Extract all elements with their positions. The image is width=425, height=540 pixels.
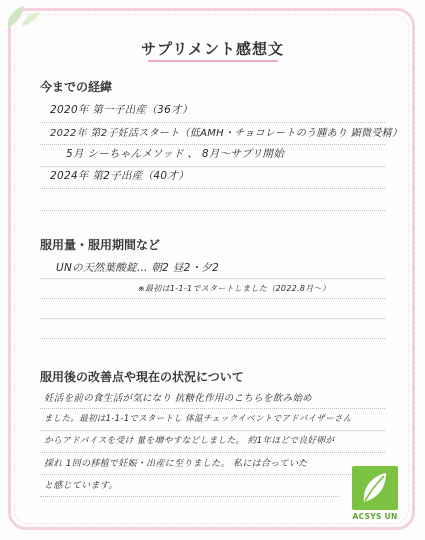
history-line-2: 2022年 第2子妊活スタート（低AMH・チョコレートのう腫あり 顕微受精） <box>50 128 403 139</box>
results-line-1: 妊活を前の食生活が気になり 抗糖化作用のこちらを飲み始め <box>44 393 312 404</box>
section-history-label: 今までの経緯 <box>40 80 113 94</box>
ruled-line <box>40 188 385 189</box>
dosage-line-1: UNの天然葉酸錠… 朝2 昼2・夕2 <box>56 262 220 274</box>
ruled-line <box>40 144 385 145</box>
ruled-line <box>40 452 385 453</box>
history-line-1: 2020年 第一子出産（36才） <box>50 104 193 116</box>
ruled-line <box>40 408 385 409</box>
ruled-line <box>40 278 385 279</box>
acsys-un-logo <box>352 466 398 522</box>
ruled-line <box>40 166 385 167</box>
logo-mark <box>352 466 398 510</box>
logo-text: ACSYS UN <box>352 512 398 521</box>
results-line-5: と感じています。 <box>44 481 118 491</box>
dosage-line-2: ※最初は1-1-1でスタートしました（2022.8月～） <box>138 284 331 293</box>
history-line-4: 2024年 第2子出産（40才） <box>50 170 189 182</box>
section-results-label: 服用後の改善点や現在の状況について <box>40 370 244 384</box>
leaf-decoration-icon <box>2 2 42 32</box>
ruled-line <box>40 496 340 497</box>
ruled-line <box>40 122 385 123</box>
leaf-icon <box>352 466 398 510</box>
section-dosage-label: 服用量・服用期間など <box>40 238 161 252</box>
ruled-line <box>40 210 385 211</box>
title-underline <box>148 60 278 62</box>
results-line-2: ました。最初は1-1-1でスタートし 体温チェックイベントでアドバイザーさん <box>44 414 352 424</box>
ruled-line <box>40 318 385 319</box>
ruled-line <box>40 430 385 431</box>
results-line-4: 採れ 1回の移植で妊娠・出産に至りました。 私には合っていた <box>44 459 308 469</box>
results-line-3: からアドバイスを受け 量を増やすなどしました。 約1年ほどで良好卵が <box>44 436 335 446</box>
history-line-3: 5月 シーちゃんメソッド 、 8月～サプリ開始 <box>66 148 285 160</box>
ruled-line <box>40 298 385 299</box>
ruled-line <box>40 338 385 339</box>
ruled-line <box>40 474 385 475</box>
page-title: サプリメント感想文 <box>140 40 285 58</box>
